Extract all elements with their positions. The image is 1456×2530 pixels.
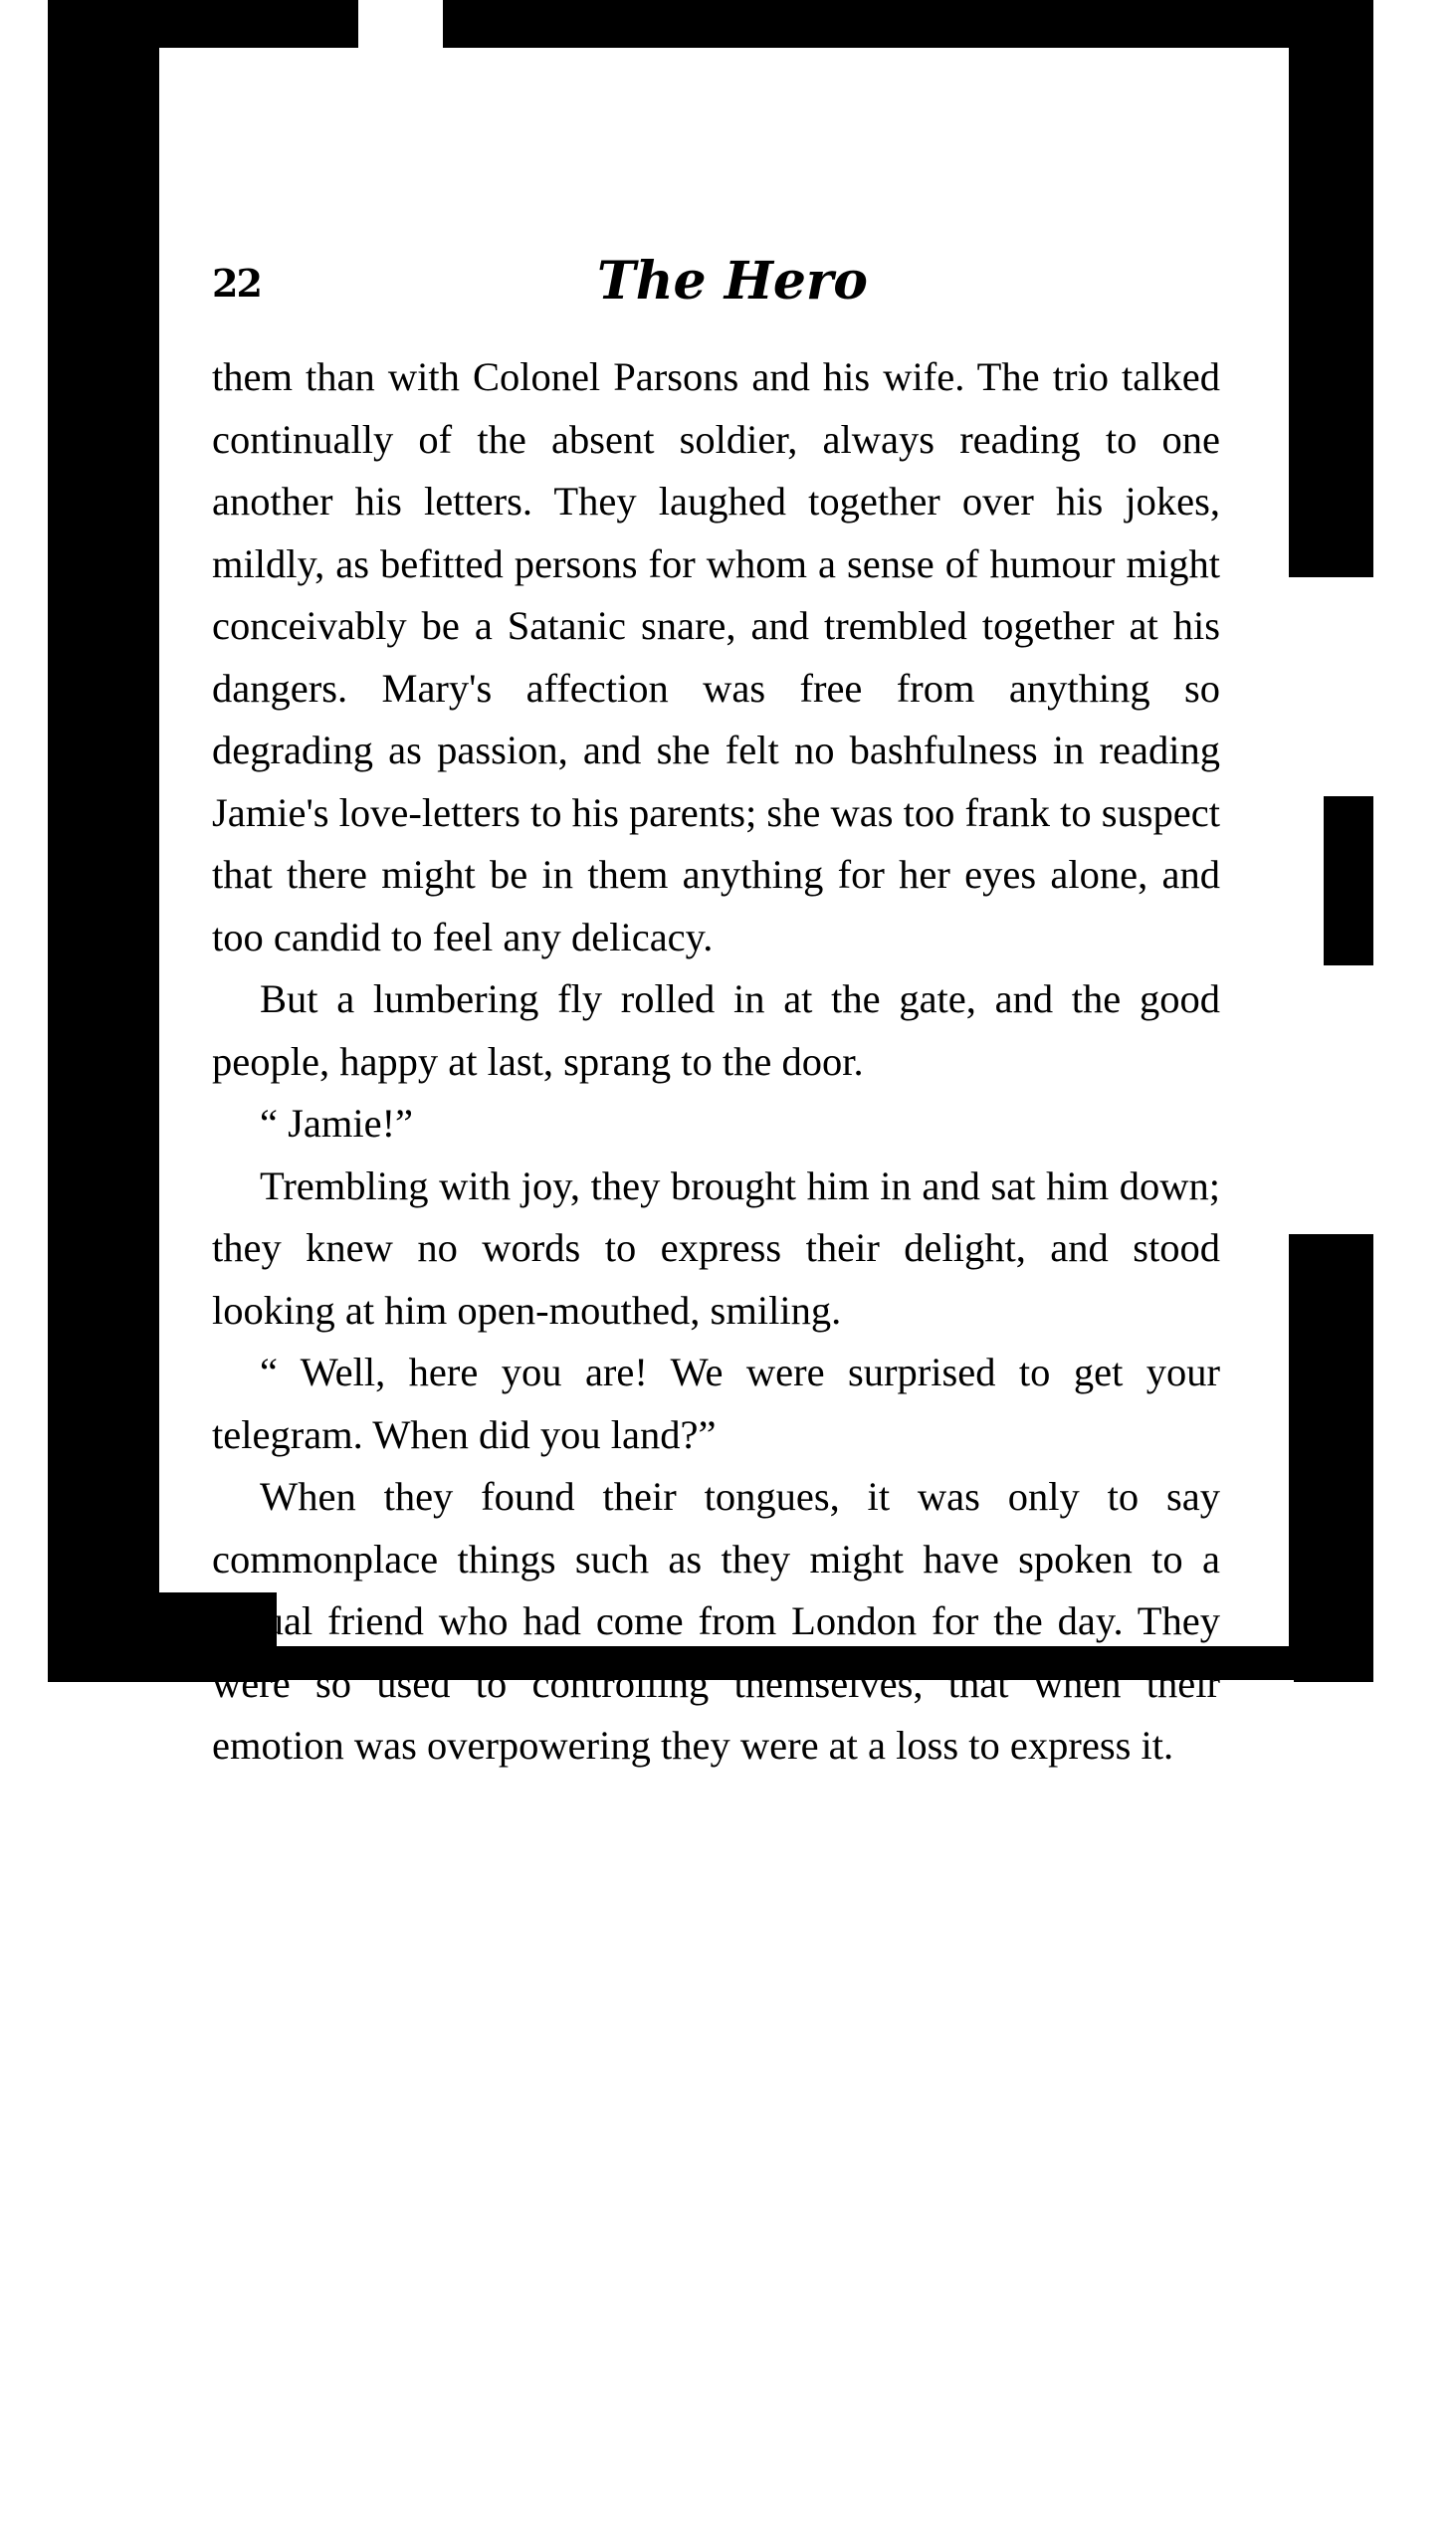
paragraph: Trembling with joy, they brought him in and sat him down; they knew no words to express their delight, and stood looking at him open-mouthed, smiling. (212, 1162, 1220, 1333)
scan-edge-mark (1324, 796, 1373, 965)
paragraph: When they found their tongues, it was only to say commonplace things such as they might have spoken to a casual friend who had come from London for the day. They were so used to controlling themselves, that when their emotion was overpowering they were at a loss to express it. (212, 1474, 1220, 1768)
scan-edge-mark (358, 0, 443, 60)
scan-edge-mark (1294, 1244, 1373, 1682)
body-text (212, 346, 1220, 1778)
paragraph: “ Well, here you are! We were surprised to get your telegram. When did you land?” (212, 1350, 1220, 1457)
scan-edge-mark (1294, 119, 1373, 587)
paragraph: them than with Colonel Parsons and his wife. The trio talked continually of the absent soldier, always reading to one another his letters. They laughed together over his jokes, mildly, as befitted persons for whom a sense of humour might conceivably be a Satanic snare, and trembled together at his dangers. Mary's affection was free from anything so degrading as passion, and she felt no bashfulness in reading Jamie's love-letters to his parents; she was too frank to suspect that there might be in them anything for her eyes alone, and too candid to feel any delicacy. (212, 354, 1220, 959)
paragraph: But a lumbering fly rolled in at the gate, and the good people, happy at last, sprang to the door. (212, 976, 1220, 1084)
running-head: The Hero (597, 251, 868, 312)
paragraph: “ Jamie!” (260, 1101, 414, 1146)
page-number: 22 (212, 261, 261, 306)
